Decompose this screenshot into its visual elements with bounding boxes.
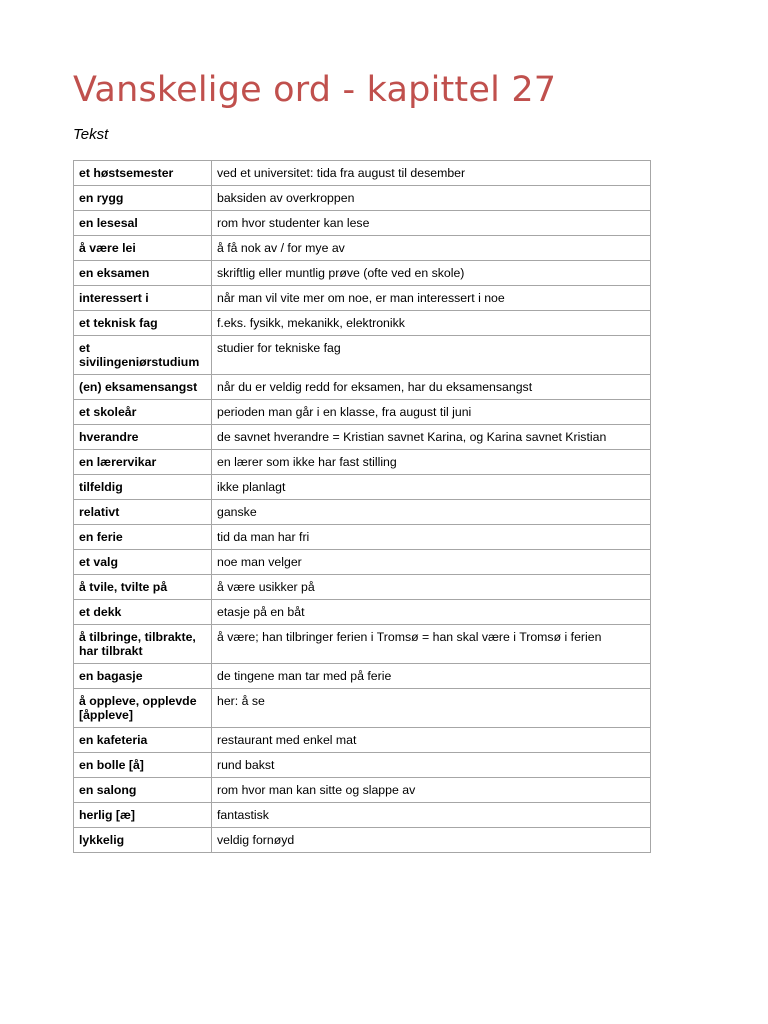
vocab-word: et dekk xyxy=(74,600,212,625)
table-row xyxy=(74,525,651,550)
vocab-definition: restaurant med enkel mat xyxy=(212,728,651,753)
vocab-word: herlig [æ] xyxy=(74,803,212,828)
vocab-word: en bagasje xyxy=(74,664,212,689)
vocab-word: å tilbringe, tilbrakte, har tilbrakt xyxy=(74,625,212,664)
vocab-word: et teknisk fag xyxy=(74,311,212,336)
table-row xyxy=(74,450,651,475)
table-row xyxy=(74,211,651,236)
table-row xyxy=(74,336,651,375)
vocab-definition: fantastisk xyxy=(212,803,651,828)
vocab-definition: ikke planlagt xyxy=(212,475,651,500)
vocab-definition: tid da man har fri xyxy=(212,525,651,550)
vocab-word: å tvile, tvilte på xyxy=(74,575,212,600)
page-title: Vanskelige ord - kapittel 27 xyxy=(73,70,557,110)
vocab-word: en salong xyxy=(74,778,212,803)
table-row xyxy=(74,186,651,211)
vocab-definition: når du er veldig redd for eksamen, har du eksamensangst xyxy=(212,375,651,400)
table-row xyxy=(74,161,651,186)
vocab-word: en bolle [å] xyxy=(74,753,212,778)
table-row xyxy=(74,550,651,575)
vocab-word: et sivilingeniørstudium xyxy=(74,336,212,375)
vocab-word: et valg xyxy=(74,550,212,575)
table-row xyxy=(74,311,651,336)
vocabulary-table xyxy=(73,160,651,853)
page-subtitle: Tekst xyxy=(73,126,109,143)
vocab-word: en lesesal xyxy=(74,211,212,236)
vocab-word: et skoleår xyxy=(74,400,212,425)
vocab-definition: veldig fornøyd xyxy=(212,828,651,853)
table-row xyxy=(74,689,651,728)
vocab-definition: studier for tekniske fag xyxy=(212,336,651,375)
vocab-definition: de savnet hverandre = Kristian savnet Karina, og Karina savnet Kristian xyxy=(212,425,651,450)
vocab-word: en kafeteria xyxy=(74,728,212,753)
table-row xyxy=(74,425,651,450)
table-row xyxy=(74,500,651,525)
table-row xyxy=(74,236,651,261)
vocab-definition: de tingene man tar med på ferie xyxy=(212,664,651,689)
vocab-word: et høstsemester xyxy=(74,161,212,186)
vocab-definition: etasje på en båt xyxy=(212,600,651,625)
vocab-word: en eksamen xyxy=(74,261,212,286)
table-row xyxy=(74,828,651,853)
table-row xyxy=(74,728,651,753)
vocab-definition: ved et universitet: tida fra august til desember xyxy=(212,161,651,186)
vocab-definition: skriftlig eller muntlig prøve (ofte ved en skole) xyxy=(212,261,651,286)
table-row xyxy=(74,664,651,689)
vocab-definition: å være usikker på xyxy=(212,575,651,600)
vocab-word: hverandre xyxy=(74,425,212,450)
table-row xyxy=(74,575,651,600)
table-row xyxy=(74,803,651,828)
table-row xyxy=(74,400,651,425)
vocab-word: tilfeldig xyxy=(74,475,212,500)
vocab-definition: ganske xyxy=(212,500,651,525)
vocab-word: en lærervikar xyxy=(74,450,212,475)
vocab-word: å være lei xyxy=(74,236,212,261)
table-row xyxy=(74,625,651,664)
vocab-word: å oppleve, opplevde [åppleve] xyxy=(74,689,212,728)
table-row xyxy=(74,261,651,286)
vocab-definition: å være; han tilbringer ferien i Tromsø = han skal være i Tromsø i ferien xyxy=(212,625,651,664)
vocab-definition: her: å se xyxy=(212,689,651,728)
table-row xyxy=(74,286,651,311)
vocab-definition: f.eks. fysikk, mekanikk, elektronikk xyxy=(212,311,651,336)
vocab-definition: noe man velger xyxy=(212,550,651,575)
vocab-definition: baksiden av overkroppen xyxy=(212,186,651,211)
vocab-word: interessert i xyxy=(74,286,212,311)
table-row xyxy=(74,375,651,400)
vocab-definition: å få nok av / for mye av xyxy=(212,236,651,261)
vocab-definition: rom hvor man kan sitte og slappe av xyxy=(212,778,651,803)
vocab-word: en ferie xyxy=(74,525,212,550)
vocab-word: relativt xyxy=(74,500,212,525)
table-row xyxy=(74,753,651,778)
vocab-word: en rygg xyxy=(74,186,212,211)
vocab-definition: en lærer som ikke har fast stilling xyxy=(212,450,651,475)
vocab-word: (en) eksamensangst xyxy=(74,375,212,400)
vocab-word: lykkelig xyxy=(74,828,212,853)
vocab-definition: perioden man går i en klasse, fra august til juni xyxy=(212,400,651,425)
table-row xyxy=(74,475,651,500)
vocab-definition: rom hvor studenter kan lese xyxy=(212,211,651,236)
table-row xyxy=(74,600,651,625)
vocab-definition: når man vil vite mer om noe, er man interessert i noe xyxy=(212,286,651,311)
table-row xyxy=(74,778,651,803)
vocab-definition: rund bakst xyxy=(212,753,651,778)
